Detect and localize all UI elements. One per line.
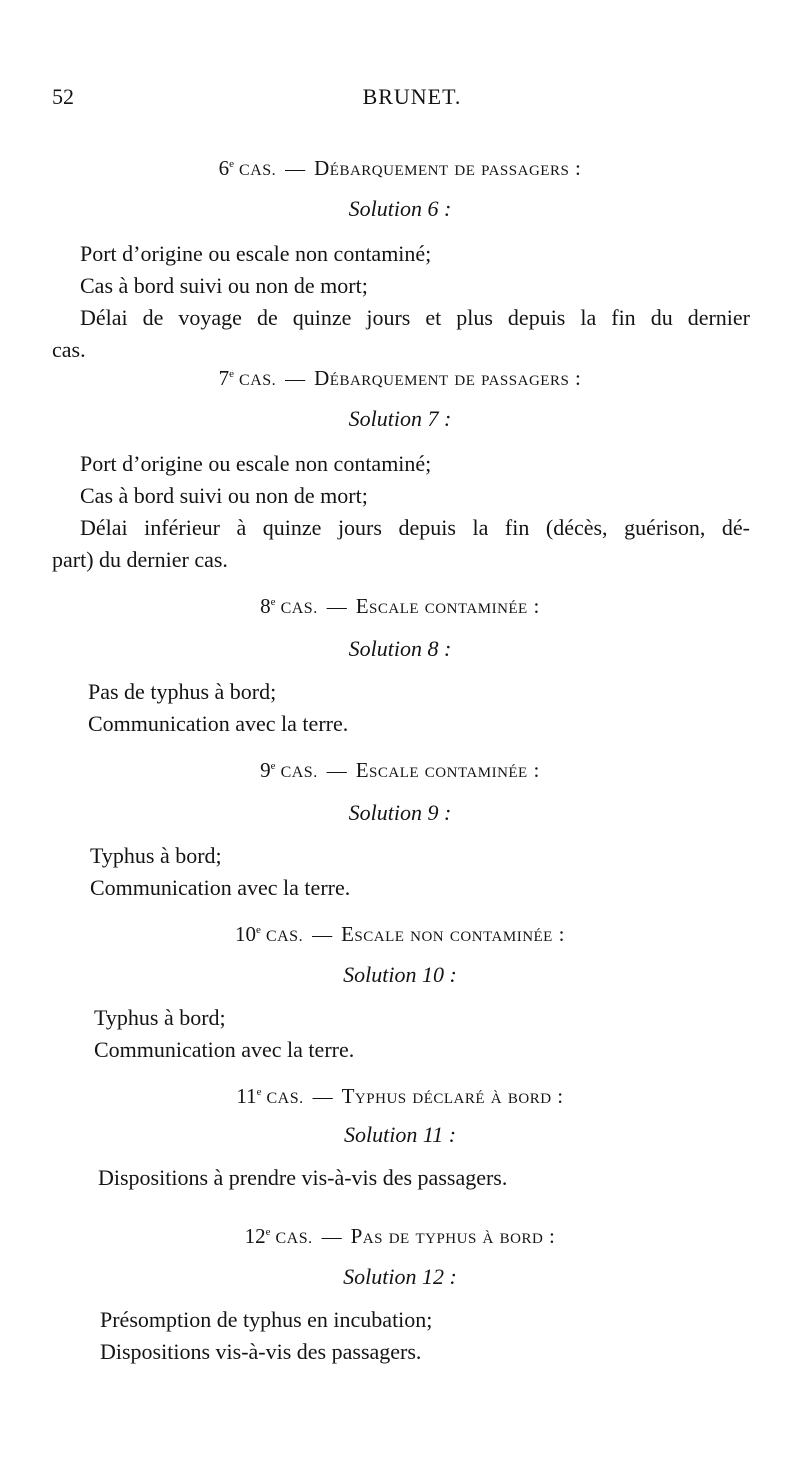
heading-dash: —: [326, 596, 347, 618]
case-title: Débarquement de passagers :: [314, 366, 582, 390]
heading-dash: —: [321, 1226, 342, 1248]
case-title: Escale contaminée :: [355, 758, 540, 782]
case-section: [0, 150, 800, 366]
case-title: Pas de typhus à bord :: [350, 1224, 556, 1248]
case-heading: [0, 752, 800, 780]
solution-heading: Solution 11 :: [343, 1122, 457, 1147]
heading-dash: —: [312, 1086, 333, 1108]
text-line: cas.: [52, 337, 86, 362]
text-line: Communication avec la terre.: [90, 875, 351, 900]
text-line: Pas de typhus à bord;: [88, 679, 277, 704]
running-head: [52, 84, 752, 114]
text-line: Délai inférieur à quinze jours depuis la fin (décès, guérison, dé-: [80, 515, 750, 540]
case-number: 8e: [260, 594, 276, 618]
text-line: part) du dernier cas.: [52, 547, 228, 572]
case-section: [0, 1218, 800, 1368]
solution-lines: [0, 840, 800, 904]
case-heading: [0, 1218, 800, 1246]
case-label: CAS.: [280, 600, 318, 617]
case-number: 6e: [218, 156, 235, 180]
solution-heading: Solution 10 :: [343, 962, 457, 987]
case-section: [0, 1078, 800, 1194]
solution-heading: Solution 7 :: [348, 406, 452, 431]
solution-lines: [0, 676, 800, 740]
solution-lines: [0, 1162, 800, 1194]
text-line: Dispositions vis-à-vis des passagers.: [100, 1339, 422, 1364]
heading-dash: —: [326, 760, 347, 782]
text-line: Communication avec la terre.: [88, 711, 349, 736]
case-title: Escale contaminée :: [355, 594, 540, 618]
case-number: 7e: [218, 366, 235, 390]
heading-dash: —: [312, 924, 333, 946]
case-heading: [0, 360, 800, 388]
text-line: Typhus à bord;: [94, 1005, 226, 1030]
heading-dash: —: [285, 158, 306, 180]
case-heading: [0, 150, 800, 178]
case-title: Escale non contaminée :: [341, 922, 565, 946]
case-number: 12e: [244, 1224, 271, 1248]
solution-lines: [0, 1304, 800, 1368]
text-line: Port d’origine ou escale non contaminé;: [80, 241, 432, 266]
case-section: [0, 916, 800, 1066]
solution-heading: Solution 6 :: [348, 196, 452, 221]
running-title: BRUNET.: [362, 84, 462, 109]
case-section: [0, 360, 800, 576]
solution-lines: [0, 1002, 800, 1066]
text-line: Présomption de typhus en incubation;: [100, 1307, 433, 1332]
case-section: [0, 752, 800, 904]
text-line: Cas à bord suivi ou non de mort;: [80, 273, 368, 298]
heading-dash: —: [285, 368, 306, 390]
case-heading: [0, 1078, 800, 1106]
case-label: CAS.: [280, 764, 318, 781]
text-line: Communication avec la terre.: [94, 1037, 355, 1062]
case-heading: [0, 588, 800, 616]
text-line: Typhus à bord;: [90, 843, 222, 868]
solution-heading: Solution 9 :: [348, 800, 452, 825]
case-number: 10e: [235, 922, 261, 946]
solution-lines: [0, 448, 800, 576]
case-number: 11e: [236, 1084, 262, 1108]
case-title: Typhus déclaré à bord :: [341, 1084, 564, 1108]
case-label: CAS.: [239, 372, 277, 389]
text-line: Dispositions à prendre vis-à-vis des passagers.: [98, 1165, 508, 1190]
text-line: Port d’origine ou escale non contaminé;: [80, 451, 432, 476]
solution-heading: Solution 8 :: [348, 636, 452, 661]
text-line: Délai de voyage de quinze jours et plus depuis la fin du dernier: [80, 305, 750, 330]
solution-lines: [0, 238, 800, 366]
case-label: CAS.: [239, 162, 277, 179]
case-heading: [0, 916, 800, 944]
case-number: 9e: [260, 758, 276, 782]
page-number: 52: [52, 84, 74, 109]
case-label: CAS.: [275, 1230, 313, 1247]
case-title: Débarquement de passagers :: [314, 156, 582, 180]
solution-heading: Solution 12 :: [343, 1264, 457, 1289]
text-line: Cas à bord suivi ou non de mort;: [80, 483, 368, 508]
case-section: [0, 588, 800, 740]
case-label: CAS.: [266, 1090, 304, 1107]
case-label: CAS.: [265, 928, 304, 945]
